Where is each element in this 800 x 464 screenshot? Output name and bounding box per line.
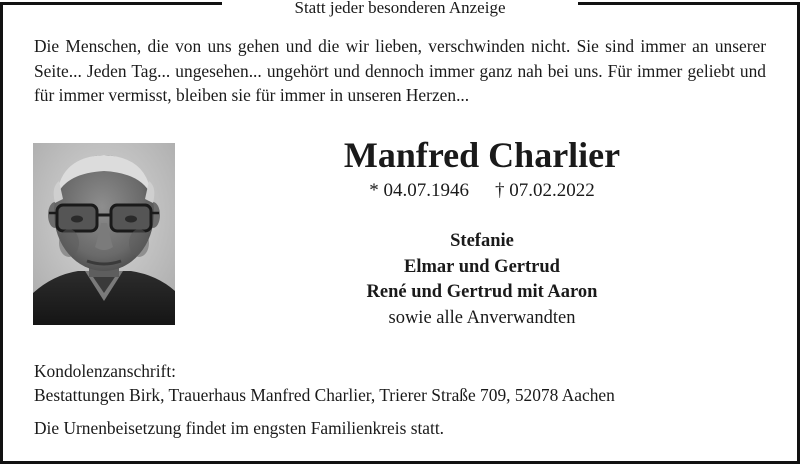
mourner-line-4: sowie alle Anverwandten	[388, 307, 576, 328]
notice-heading: Statt jeder besonderen Anzeige	[294, 0, 506, 17]
condolence-label: Kondolenzanschrift:	[34, 361, 176, 381]
mourners-list	[222, 229, 742, 331]
frame-top-left-line	[0, 2, 222, 5]
condolence-address-block	[34, 359, 774, 407]
portrait-photo	[33, 143, 175, 325]
frame-top-right-line	[578, 2, 800, 5]
life-dates	[222, 178, 742, 204]
memorial-poem: Die Menschen, die von uns gehen und die wir lieben, verschwinden nicht. Sie sind immer an unserer Seite... Jeden Tag... ungesehen... ungehört und dennoch immer ganz nah bei uns. Für immer geliebt und für immer vermisst, bleiben sie für immer in unseren Herzen...	[34, 36, 766, 105]
death-date: † 07.02.2022	[495, 180, 595, 201]
condolence-address: Bestattungen Birk, Trauerhaus Manfred Charlier, Trierer Straße 709, 52078 Aachen	[34, 385, 615, 405]
burial-note: Die Urnenbeisetzung findet im engsten Familienkreis statt.	[34, 418, 445, 438]
birth-date: * 04.07.1946	[369, 180, 469, 201]
deceased-name: Manfred Charlier	[343, 135, 621, 175]
mourner-line-2: Elmar und Gertrud	[404, 256, 560, 277]
mourner-line-1: Stefanie	[450, 231, 514, 251]
mourner-line-3: René und Gertrud mit Aaron	[366, 282, 598, 302]
frame-left-line	[0, 2, 3, 464]
